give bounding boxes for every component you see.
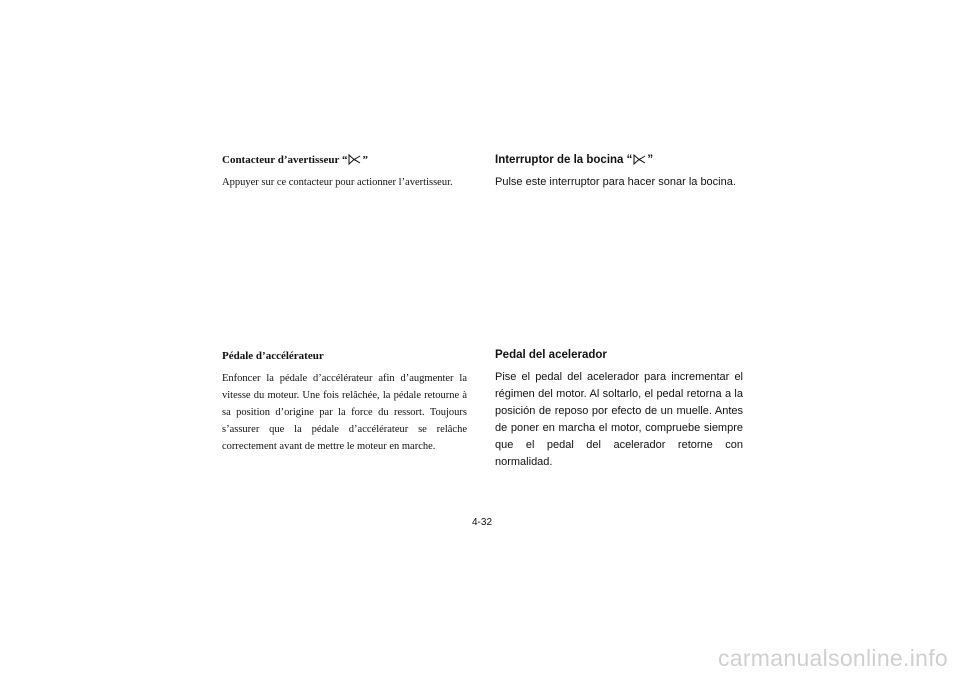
watermark: carmanualsonline.info (717, 645, 948, 671)
es-horn-switch-body: Pulse este interruptor para hacer sonar la bocina. (495, 176, 736, 188)
es-horn-switch-section (495, 152, 743, 191)
es-accelerator-pedal-body: Pise el pedal del acelerador para incrementar el régimen del motor. Al soltarlo, el pedal retorna a la posición de reposo por efecto de un muelle. Antes de poner en marcha el motor, compruebe siempre que el pedal del acelerador retorne con normalidad. (495, 371, 743, 468)
es-accelerator-pedal-title: Pedal del acelerador (495, 349, 607, 361)
fr-horn-switch-body: Appuyer sur ce contacteur pour actionner l’avertisseur. (222, 177, 453, 188)
fr-accelerator-pedal-section (222, 348, 467, 455)
fr-accelerator-pedal-title: Pédale d’accélérateur (222, 350, 324, 362)
fr-horn-switch-section (222, 152, 467, 191)
fr-accelerator-pedal-body: Enfoncer la pédale d’accélérateur afin d’augmenter la vitesse du moteur. Une fois relâchée, la pédale retourne à sa position d’origine par la force du ressort. Toujours s’assurer que la pédale d’accélérateur se relâche correctement avant de mettre le moteur en marche. (222, 373, 467, 452)
es-accelerator-pedal-section (495, 347, 743, 471)
es-horn-switch-title: Interruptor de la bocina “ ” (495, 154, 654, 166)
fr-horn-switch-title: Contacteur d’avertisseur “ ” (222, 154, 368, 166)
horn-icon (348, 154, 361, 165)
horn-icon (633, 154, 646, 165)
page-number: 4-32 (472, 517, 493, 528)
